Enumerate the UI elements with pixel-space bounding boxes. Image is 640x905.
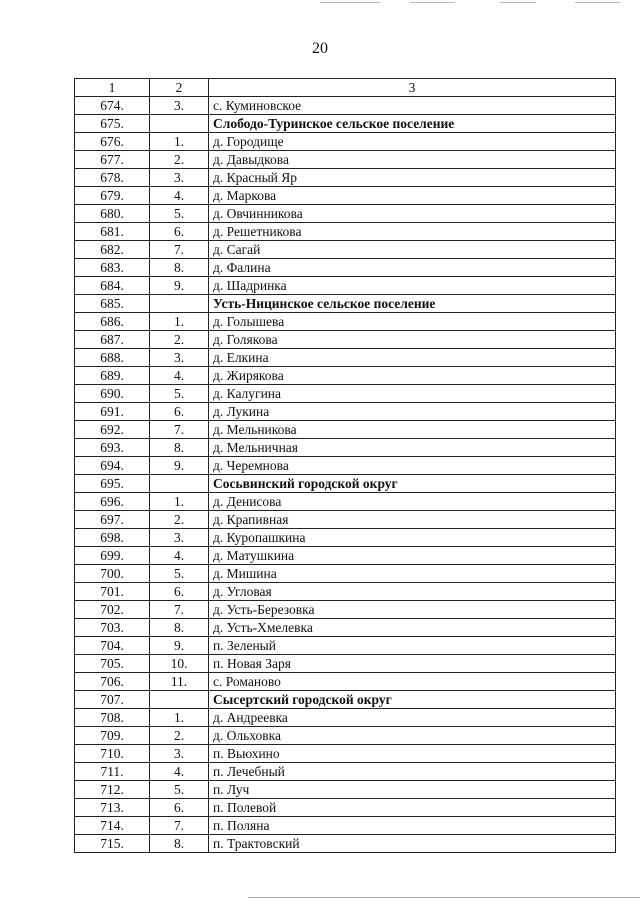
- table-body: [75, 97, 616, 853]
- row-number: 693.: [75, 439, 150, 457]
- row-number: 714.: [75, 817, 150, 835]
- row-number: 692.: [75, 421, 150, 439]
- column-header-3: 3: [209, 79, 616, 97]
- row-settlement-name: д. Решетникова: [209, 223, 616, 241]
- row-subnumber: 8.: [150, 439, 209, 457]
- table-row: [75, 799, 616, 817]
- table-row: [75, 313, 616, 331]
- table-row: [75, 511, 616, 529]
- row-number: 682.: [75, 241, 150, 259]
- table-row: [75, 259, 616, 277]
- row-subnumber: 6.: [150, 583, 209, 601]
- table-row: [75, 421, 616, 439]
- row-number: 683.: [75, 259, 150, 277]
- row-number: 690.: [75, 385, 150, 403]
- row-settlement-name: д. Фалина: [209, 259, 616, 277]
- table-row: [75, 835, 616, 853]
- row-subnumber: 3.: [150, 349, 209, 367]
- row-settlement-name: с. Куминовское: [209, 97, 616, 115]
- row-number: 700.: [75, 565, 150, 583]
- row-number: 699.: [75, 547, 150, 565]
- table-row: [75, 439, 616, 457]
- row-subnumber: 9.: [150, 277, 209, 295]
- row-settlement-name: д. Овчинникова: [209, 205, 616, 223]
- row-subnumber: 11.: [150, 673, 209, 691]
- row-number: 694.: [75, 457, 150, 475]
- row-subnumber: 2.: [150, 727, 209, 745]
- table-row: [75, 169, 616, 187]
- row-settlement-name: д. Куропашкина: [209, 529, 616, 547]
- row-subnumber: 1.: [150, 313, 209, 331]
- row-settlement-name: Слободо-Туринское сельское поселение: [209, 115, 616, 133]
- row-settlement-name: д. Елкина: [209, 349, 616, 367]
- row-subnumber: 9.: [150, 637, 209, 655]
- row-settlement-name: д. Мельникова: [209, 421, 616, 439]
- row-number: 698.: [75, 529, 150, 547]
- table-row: [75, 763, 616, 781]
- row-number: 708.: [75, 709, 150, 727]
- row-subnumber: 8.: [150, 619, 209, 637]
- row-settlement-name: п. Вьюхино: [209, 745, 616, 763]
- row-settlement-name: п. Луч: [209, 781, 616, 799]
- row-number: 711.: [75, 763, 150, 781]
- row-number: 689.: [75, 367, 150, 385]
- table-row: [75, 781, 616, 799]
- table-row: [75, 367, 616, 385]
- row-number: 695.: [75, 475, 150, 493]
- table-row: [75, 655, 616, 673]
- row-settlement-name: п. Новая Заря: [209, 655, 616, 673]
- table-section-row: [75, 115, 616, 133]
- scan-artifact-top: [320, 2, 620, 3]
- page-number: 20: [312, 40, 328, 57]
- table-row: [75, 241, 616, 259]
- row-number: 680.: [75, 205, 150, 223]
- row-number: 701.: [75, 583, 150, 601]
- row-settlement-name: д. Маркова: [209, 187, 616, 205]
- row-settlement-name: д. Шадринка: [209, 277, 616, 295]
- row-number: 684.: [75, 277, 150, 295]
- row-subnumber: 1.: [150, 133, 209, 151]
- row-number: 678.: [75, 169, 150, 187]
- row-subnumber: 3.: [150, 745, 209, 763]
- row-subnumber: 6.: [150, 223, 209, 241]
- table-row: [75, 403, 616, 421]
- row-settlement-name: д. Усть-Березовка: [209, 601, 616, 619]
- row-number: 710.: [75, 745, 150, 763]
- row-subnumber: 4.: [150, 547, 209, 565]
- table-row: [75, 745, 616, 763]
- row-subnumber: 8.: [150, 835, 209, 853]
- table-row: [75, 673, 616, 691]
- table-row: [75, 565, 616, 583]
- row-settlement-name: д. Крапивная: [209, 511, 616, 529]
- row-number: 679.: [75, 187, 150, 205]
- row-subnumber: 7.: [150, 817, 209, 835]
- row-number: 686.: [75, 313, 150, 331]
- table-section-row: [75, 295, 616, 313]
- row-settlement-name: д. Черемнова: [209, 457, 616, 475]
- row-subnumber: [150, 691, 209, 709]
- table-header-row: [75, 79, 616, 97]
- table-row: [75, 133, 616, 151]
- row-subnumber: 7.: [150, 421, 209, 439]
- row-settlement-name: с. Романово: [209, 673, 616, 691]
- row-number: 685.: [75, 295, 150, 313]
- table-section-row: [75, 475, 616, 493]
- table-row: [75, 529, 616, 547]
- table-row: [75, 817, 616, 835]
- row-subnumber: 6.: [150, 799, 209, 817]
- row-subnumber: 1.: [150, 493, 209, 511]
- row-number: 687.: [75, 331, 150, 349]
- row-subnumber: 8.: [150, 259, 209, 277]
- row-subnumber: [150, 475, 209, 493]
- row-number: 691.: [75, 403, 150, 421]
- row-number: 674.: [75, 97, 150, 115]
- row-subnumber: 3.: [150, 97, 209, 115]
- table-section-row: [75, 691, 616, 709]
- table-row: [75, 601, 616, 619]
- row-settlement-name: д. Городище: [209, 133, 616, 151]
- table-row: [75, 331, 616, 349]
- row-subnumber: 5.: [150, 385, 209, 403]
- table-row: [75, 349, 616, 367]
- row-number: 697.: [75, 511, 150, 529]
- table-row: [75, 205, 616, 223]
- row-number: 702.: [75, 601, 150, 619]
- table-row: [75, 97, 616, 115]
- row-subnumber: [150, 115, 209, 133]
- row-number: 715.: [75, 835, 150, 853]
- row-subnumber: 1.: [150, 709, 209, 727]
- table-row: [75, 223, 616, 241]
- row-settlement-name: п. Трактовский: [209, 835, 616, 853]
- row-number: 675.: [75, 115, 150, 133]
- row-settlement-name: п. Зеленый: [209, 637, 616, 655]
- table-row: [75, 547, 616, 565]
- row-number: 713.: [75, 799, 150, 817]
- row-settlement-name: д. Голякова: [209, 331, 616, 349]
- row-number: 696.: [75, 493, 150, 511]
- row-settlement-name: д. Ольховка: [209, 727, 616, 745]
- row-settlement-name: д. Мельничная: [209, 439, 616, 457]
- column-header-2: 2: [150, 79, 209, 97]
- row-number: 681.: [75, 223, 150, 241]
- table-row: [75, 709, 616, 727]
- row-subnumber: 2.: [150, 331, 209, 349]
- table-row: [75, 619, 616, 637]
- row-settlement-name: д. Красный Яр: [209, 169, 616, 187]
- row-number: 712.: [75, 781, 150, 799]
- row-subnumber: 7.: [150, 601, 209, 619]
- row-number: 688.: [75, 349, 150, 367]
- row-settlement-name: д. Мишина: [209, 565, 616, 583]
- row-settlement-name: д. Усть-Хмелевка: [209, 619, 616, 637]
- row-subnumber: [150, 295, 209, 313]
- row-number: 704.: [75, 637, 150, 655]
- row-settlement-name: д. Лукина: [209, 403, 616, 421]
- table-row: [75, 493, 616, 511]
- scan-artifact-bottom: [248, 897, 640, 898]
- row-number: 676.: [75, 133, 150, 151]
- row-settlement-name: д. Голышева: [209, 313, 616, 331]
- row-settlement-name: п. Лечебный: [209, 763, 616, 781]
- row-number: 677.: [75, 151, 150, 169]
- row-settlement-name: Усть-Ницинское сельское поселение: [209, 295, 616, 313]
- row-subnumber: 2.: [150, 151, 209, 169]
- table-row: [75, 637, 616, 655]
- row-settlement-name: п. Поляна: [209, 817, 616, 835]
- row-number: 706.: [75, 673, 150, 691]
- table-row: [75, 385, 616, 403]
- row-settlement-name: д. Андреевка: [209, 709, 616, 727]
- row-number: 703.: [75, 619, 150, 637]
- table-row: [75, 187, 616, 205]
- column-header-1: 1: [75, 79, 150, 97]
- row-settlement-name: п. Полевой: [209, 799, 616, 817]
- row-settlement-name: д. Сагай: [209, 241, 616, 259]
- table-row: [75, 151, 616, 169]
- row-settlement-name: д. Угловая: [209, 583, 616, 601]
- row-subnumber: 3.: [150, 529, 209, 547]
- row-subnumber: 6.: [150, 403, 209, 421]
- table-row: [75, 457, 616, 475]
- table-row: [75, 583, 616, 601]
- row-subnumber: 5.: [150, 781, 209, 799]
- row-subnumber: 7.: [150, 241, 209, 259]
- settlements-table: [74, 78, 616, 853]
- row-subnumber: 4.: [150, 367, 209, 385]
- table-row: [75, 277, 616, 295]
- row-number: 707.: [75, 691, 150, 709]
- row-settlement-name: д. Жирякова: [209, 367, 616, 385]
- row-subnumber: 2.: [150, 511, 209, 529]
- row-settlement-name: Сосьвинский городской округ: [209, 475, 616, 493]
- row-settlement-name: д. Денисова: [209, 493, 616, 511]
- row-subnumber: 4.: [150, 763, 209, 781]
- row-subnumber: 10.: [150, 655, 209, 673]
- row-subnumber: 9.: [150, 457, 209, 475]
- row-subnumber: 5.: [150, 565, 209, 583]
- row-settlement-name: Сысертский городской округ: [209, 691, 616, 709]
- row-number: 705.: [75, 655, 150, 673]
- row-settlement-name: д. Давыдкова: [209, 151, 616, 169]
- row-subnumber: 4.: [150, 187, 209, 205]
- row-number: 709.: [75, 727, 150, 745]
- row-subnumber: 5.: [150, 205, 209, 223]
- row-subnumber: 3.: [150, 169, 209, 187]
- row-settlement-name: д. Калугина: [209, 385, 616, 403]
- table-row: [75, 727, 616, 745]
- row-settlement-name: д. Матушкина: [209, 547, 616, 565]
